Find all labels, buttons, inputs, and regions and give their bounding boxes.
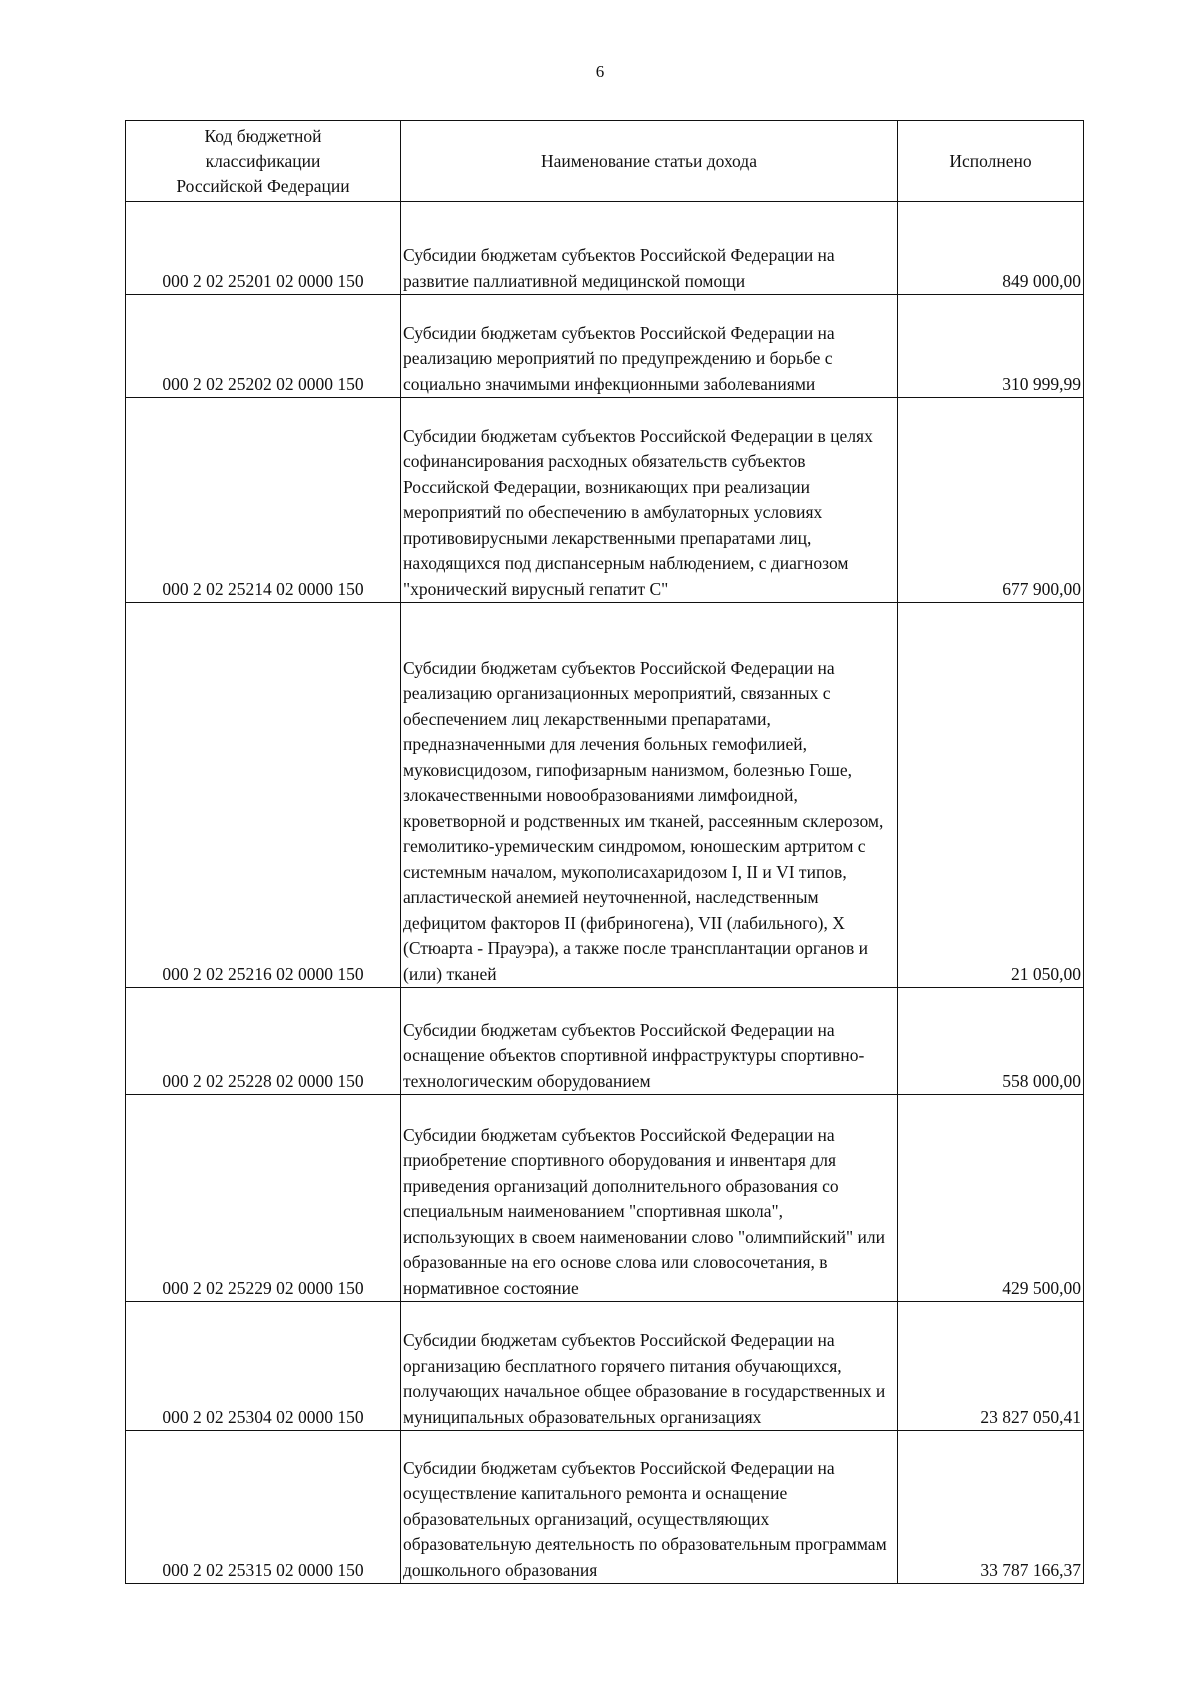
table-row: [126, 1095, 1084, 1302]
table-row: [126, 295, 1084, 398]
row-amount: 23 827 050,41: [898, 1302, 1084, 1431]
revenue-table: [125, 120, 1084, 1584]
row-code: 000 2 02 25214 02 0000 150: [126, 398, 401, 603]
header-name: Наименование статьи дохода: [401, 121, 898, 202]
table-row: [126, 1302, 1084, 1431]
header-code: Код бюджетной классификации Российской Федерации: [126, 121, 401, 202]
table-row: [126, 603, 1084, 988]
row-name: Субсидии бюджетам субъектов Российской Федерации на организацию бесплатного горячего питания обучающихся, получающих начальное общее образование в государственных и муниципальных образовательных организациях: [401, 1302, 898, 1431]
row-name: Субсидии бюджетам субъектов Российской Федерации на реализацию мероприятий по предупреждению и борьбе с социально значимыми инфекционными заболеваниями: [401, 295, 898, 398]
row-amount: 310 999,99: [898, 295, 1084, 398]
row-code: 000 2 02 25315 02 0000 150: [126, 1431, 401, 1584]
row-code: 000 2 02 25304 02 0000 150: [126, 1302, 401, 1431]
row-name: Субсидии бюджетам субъектов Российской Федерации в целях софинансирования расходных обязательств субъектов Российской Федерации, возникающих при реализации мероприятий по обеспечению в амбулаторных условиях противовирусными лекарственными препаратами лиц, находящихся под диспансерным наблюдением, с диагнозом "хронический вирусный гепатит С": [401, 398, 898, 603]
row-name: Субсидии бюджетам субъектов Российской Федерации на осуществление капитального ремонта и оснащение образовательных организаций, осуществляющих образовательную деятельность по образовательным программам дошкольного образования: [401, 1431, 898, 1584]
table-row: [126, 1431, 1084, 1584]
row-amount: 33 787 166,37: [898, 1431, 1084, 1584]
page-number: 6: [595, 62, 605, 81]
row-name: Субсидии бюджетам субъектов Российской Федерации на развитие паллиативной медицинской помощи: [401, 202, 898, 295]
row-amount: 558 000,00: [898, 988, 1084, 1095]
row-amount: 21 050,00: [898, 603, 1084, 988]
row-name: Субсидии бюджетам субъектов Российской Федерации на оснащение объектов спортивной инфраструктуры спортивно-технологическим оборудованием: [401, 988, 898, 1095]
row-amount: 849 000,00: [898, 202, 1084, 295]
table-header-row: [126, 121, 1084, 202]
row-name: Субсидии бюджетам субъектов Российской Федерации на реализацию организационных мероприятий, связанных с обеспечением лиц лекарственными препаратами, предназначенными для лечения больных гемофилией, муковисцидозом, гипофизарным нанизмом, болезнью Гоше, злокачественными новообразованиями лимфоидной, кроветворной и родственных им тканей, рассеянным склерозом, гемолитико-уремическим синдромом, юношеским артритом с системным началом, мукополисахаридозом I, II и VI типов, апластической анемией неуточненной, наследственным дефицитом факторов II (фибриногена), VII (лабильного), X (Стюарта - Прауэра), а также после трансплантации органов и (или) тканей: [401, 603, 898, 988]
row-code: 000 2 02 25201 02 0000 150: [126, 202, 401, 295]
table-row: [126, 202, 1084, 295]
table-row: [126, 988, 1084, 1095]
row-code: 000 2 02 25228 02 0000 150: [126, 988, 401, 1095]
row-amount: 677 900,00: [898, 398, 1084, 603]
row-code: 000 2 02 25202 02 0000 150: [126, 295, 401, 398]
row-code: 000 2 02 25229 02 0000 150: [126, 1095, 401, 1302]
row-amount: 429 500,00: [898, 1095, 1084, 1302]
header-amount: Исполнено: [898, 121, 1084, 202]
row-code: 000 2 02 25216 02 0000 150: [126, 603, 401, 988]
row-name: Субсидии бюджетам субъектов Российской Федерации на приобретение спортивного оборудования и инвентаря для приведения организаций дополнительного образования со специальным наименованием "спортивная школа", использующих в своем наименовании слово "олимпийский" или образованные на его основе слова или словосочетания, в нормативное состояние: [401, 1095, 898, 1302]
table-row: [126, 398, 1084, 603]
